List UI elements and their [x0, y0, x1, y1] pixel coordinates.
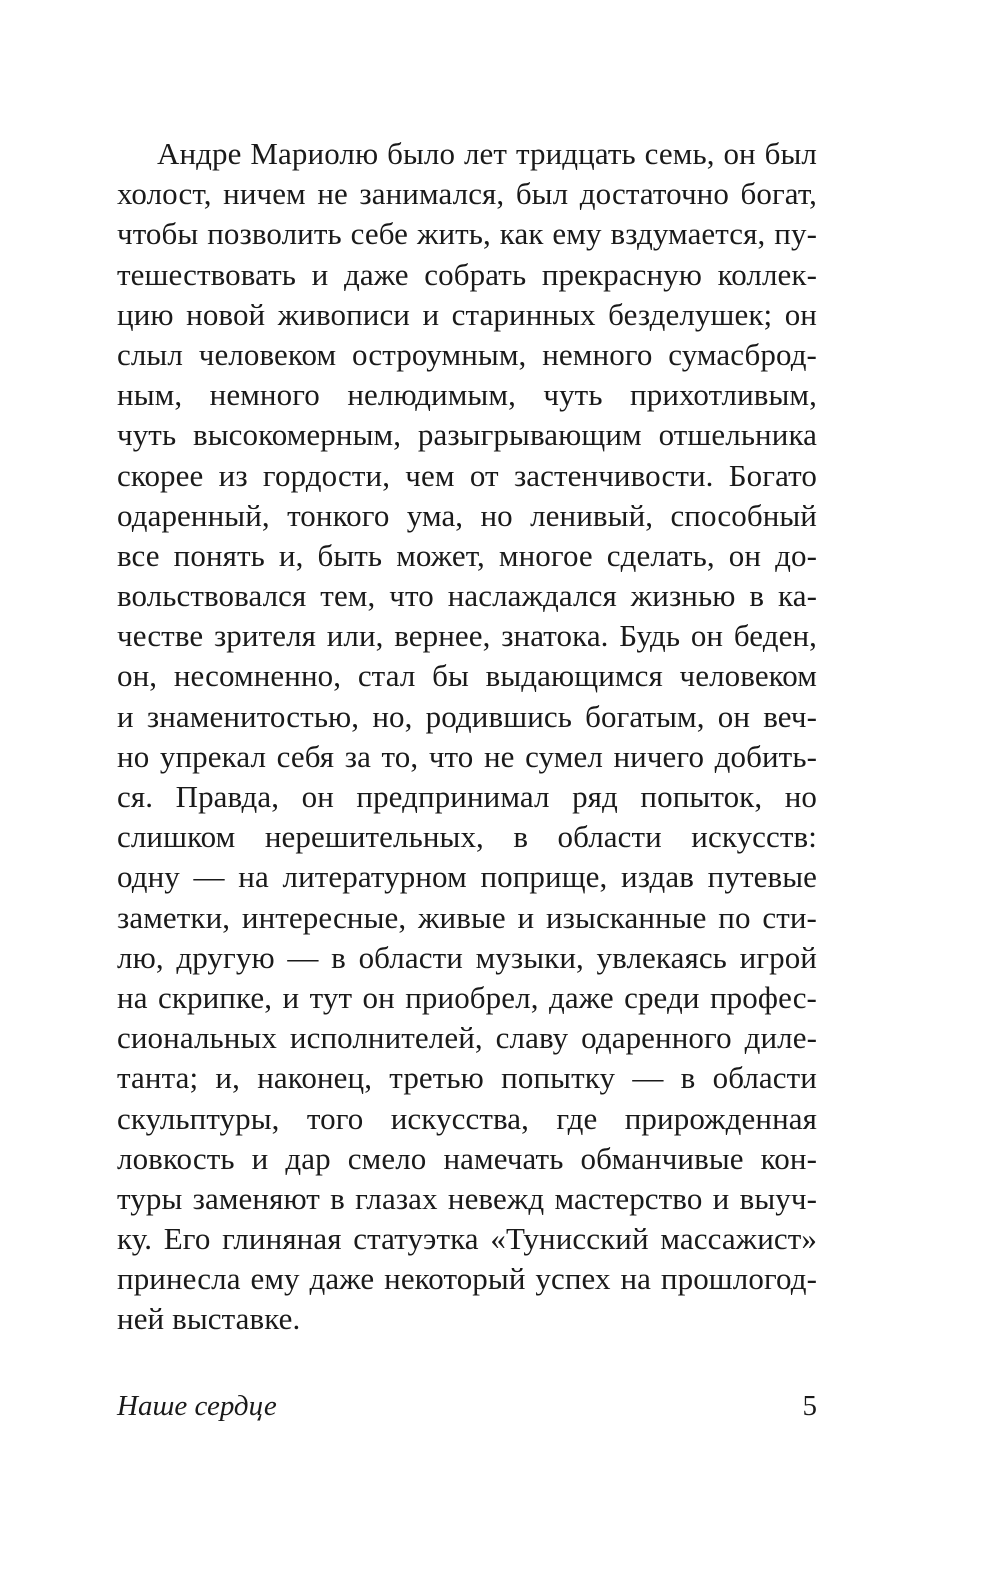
text-line: ловкость и дар смело намечать обманчивые кон-	[117, 1140, 817, 1176]
text-line: ку. Его глиняная статуэтка «Тунисский массажист»	[117, 1221, 817, 1257]
text-line: принесла ему даже некоторый успех на прошлогод-	[117, 1261, 817, 1297]
text-line: честве зрителя или, вернее, знатока. Будь он беден,	[117, 618, 817, 654]
text-line: одну — на литературном поприще, издав путевые	[117, 859, 817, 895]
text-line: лю, другую — в области музыки, увлекаясь игрой	[117, 939, 817, 975]
text-line: чтобы позволить себе жить, как ему вздумается, пу-	[117, 216, 817, 252]
text-line: холост, ничем не занимался, был достаточно богат,	[117, 176, 817, 212]
text-line: Андре Мариолю было лет тридцать семь, он был	[157, 136, 817, 171]
text-line: на скрипке, и тут он приобрел, даже среди профес-	[117, 979, 817, 1015]
text-line: туры заменяют в глазах невежд мастерство и выуч-	[117, 1180, 817, 1216]
running-title: Наше сердце	[117, 1390, 277, 1422]
text-line: заметки, интересные, живые и изысканные по сти-	[117, 899, 817, 935]
text-line: скорее из гордости, чем от застенчивости. Богато	[117, 457, 817, 493]
text-line: тешествовать и даже собрать прекрасную коллек-	[117, 256, 817, 292]
text-line: ся. Правда, он предпринимал ряд попыток, но	[117, 779, 817, 814]
text-line: чуть высокомерным, разыгрывающим отшельника	[117, 417, 817, 453]
page-footer	[117, 1384, 817, 1428]
text-line: скульптуры, того искусства, где прирожденная	[117, 1100, 817, 1136]
text-line: он, несомненно, стал бы выдающимся человеком	[117, 658, 817, 694]
text-line: одаренный, тонкого ума, но ленивый, способный	[117, 497, 817, 533]
text-line: но упрекал себя за то, что не сумел ничего добить-	[117, 738, 817, 774]
text-line: ным, немного нелюдимым, чуть прихотливым,	[117, 377, 817, 413]
text-line: сиональных исполнителей, славу одаренного диле-	[117, 1020, 817, 1056]
text-line: цию новой живописи и старинных безделушек; он	[117, 296, 817, 332]
body-paragraph	[117, 134, 817, 1340]
text-line: и знаменитостью, но, родившись богатым, он веч-	[117, 698, 817, 734]
text-line: все понять и, быть может, многое сделать, он до-	[117, 537, 817, 573]
text-line: танта; и, наконец, третью попытку — в области	[117, 1060, 817, 1096]
text-line: слишком нерешительных, в области искусств:	[117, 819, 817, 855]
text-line: слыл человеком остроумным, немного сумасброд-	[117, 336, 817, 372]
text-line: вольствовался тем, что наслаждался жизнью в ка-	[117, 578, 817, 614]
text-line: ней выставке.	[117, 1301, 301, 1337]
page-number: 5	[802, 1390, 817, 1422]
